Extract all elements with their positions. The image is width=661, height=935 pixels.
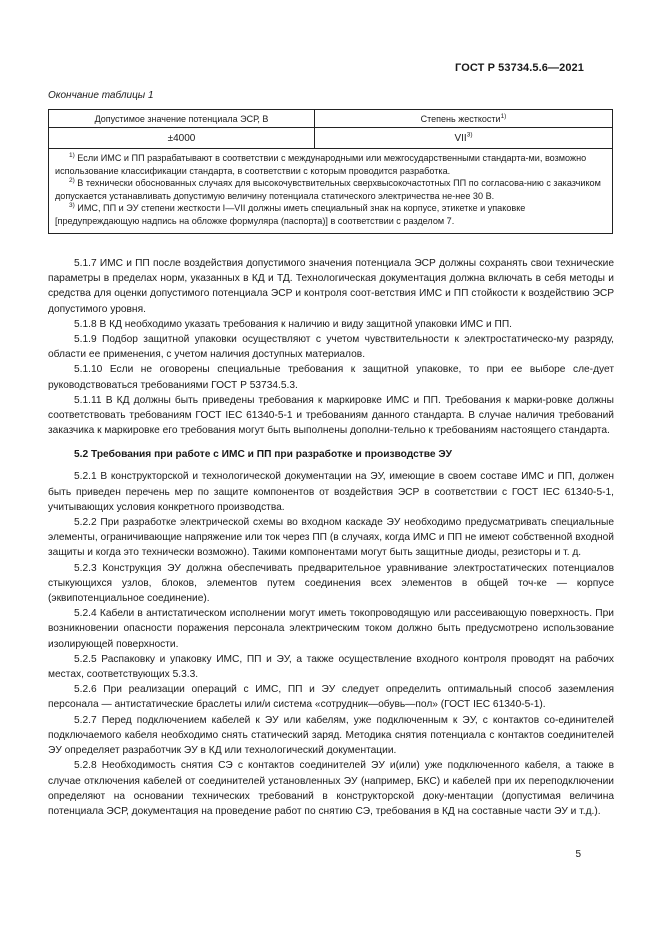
col-header-severity: Степень жесткости$^{1)}$ bbox=[315, 110, 613, 128]
standard-id: ГОСТ Р 53734.5.6—2021 bbox=[455, 62, 584, 74]
paragraph-5-1-11: 5.1.11 В КД должны быть приведены требования к маркировке ИМС и ПП. Требования к марки-ровке должны соответствовать требованиям ГОСТ IEC 61340-5-1 и требованиям данного стандарта. В случае наличия требований заказчика к маркировке его требования могут быть выполнены дополни-тельно к требованиям настоящего стандарта. bbox=[48, 394, 614, 437]
footnote-2: $^{2)}$ В технически обоснованных случаях для высокочувствительных сверхвысокочастотных ПП по согласова-нию с заказчиком допускается устанавливать допустимую величину потенциала статического электричества не-нее 30 В. bbox=[55, 177, 601, 201]
paragraph-5-1-10: 5.1.10 Если не оговорены специальные требования к защитной упаковке, то при ее выборе сле-дует руководствоваться требованиями ГОСТ Р 53734.5.3. bbox=[48, 364, 614, 391]
table-caption: Окончание таблицы 1 bbox=[48, 90, 154, 101]
paragraph-5-1-9: 5.1.9 Подбор защитной упаковки осуществляют с учетом чувствительности к электростатическо-му разряду, области ее применения, с учетом наличия доступных материалов. bbox=[48, 334, 614, 361]
footnote-1: $^{1)}$ Если ИМС и ПП разрабатывают в соответствии с международными или межгосударственными стандарта-ми, возможно использование классификации стандарта, в соответствии с которым проводится разработка. bbox=[55, 151, 587, 176]
document-body bbox=[48, 256, 614, 819]
paragraph-5-2-7: 5.2.7 Перед подключением кабелей к ЭУ или кабелям, уже подключенным к ЭУ, с контактов со-единителей подключаемого кабеля необходимо снять статический заряд. Методика снятия потенциала с контактов соединителей ЭУ определяет разработчик ЭУ в КД или технологический документации. bbox=[48, 714, 614, 757]
table-row bbox=[49, 128, 612, 149]
paragraph-5-1-7: 5.1.7 ИМС и ПП после воздействия допустимого значения потенциала ЭСР должны сохранять свои технические параметры в пределах норм, указанных в КД и ТД. Технологическая документация должна включать в себя методы и средства для оценки допустимого потенциала ЭСР и контроля соот-ветствия ИМС и ПП стойкости к воздействию ЭСР допустимого уровня. bbox=[48, 258, 614, 315]
table-1-end bbox=[48, 109, 613, 234]
table-header-row bbox=[49, 110, 612, 128]
paragraph-5-1-8: 5.1.8 В КД необходимо указать требования к наличию и виду защитной упаковки ИМС и ПП. bbox=[74, 318, 513, 330]
section-heading-5-2: 5.2 Требования при работе с ИМС и ПП при разработке и производстве ЭУ bbox=[74, 449, 452, 461]
paragraph-5-2-6: 5.2.6 При реализации операций с ИМС, ПП и ЭУ следует определить оптимальный способ заземления персонала — антистатические браслеты или/и система «сотрудник—обувь—пол» (ГОСТ IEC 61340-5-1). bbox=[48, 684, 614, 711]
page-number: 5 bbox=[575, 849, 581, 860]
paragraph-5-2-5: 5.2.5 Распаковку и упаковку ИМС, ПП и ЭУ, а также осуществление входного контроля проводят на рабочих местах, соответствующих 5.3.3. bbox=[48, 653, 614, 681]
col-header-esd-potential: Допустимое значение потенциала ЭСР, В bbox=[49, 110, 315, 128]
paragraph-5-2-8: 5.2.8 Необходимость снятия СЭ с контактов соединителей ЭУ и(или) уже подключенного кабеля, а также в случае отключения кабелей от соединителей установленных ЭУ (например, БКС) и кабелей при их переподключении определяют на основании технических требований в конструкторской доку-ментации (допустимая величина потенциала ЭСР, документация на проведение работ по снятию СЭ, требования в КД на составные части ЭУ и т.д.). bbox=[48, 760, 614, 817]
footnote-3: $^{3)}$ ИМС, ПП и ЭУ степени жесткости I—VII должны иметь специальный знак на корпусе, этикетке и упаковке [предупреждающую надпись на обложке формуляра (паспорта)] в соответствии с разделом 7. bbox=[55, 202, 526, 226]
paragraph-5-2-4: 5.2.4 Кабели в антистатическом исполнении могут иметь токопроводящую или рассеивающую поверхность. При возникновении опасности поражения персонала электрическим током должно быть предусмотрено использование изолирующей поверхности. bbox=[48, 608, 614, 650]
paragraph-5-2-2: 5.2.2 При разработке электрической схемы во входном каскаде ЭУ необходимо предусматривать специальные элементы, ограничивающие напряжение или ток через ПП (в случаях, когда ИМС и ПП не имеют собственной входной защиты и когда это технически возможно). Такими компонентами могут быть защитные диоды, резисторы и т. д. bbox=[48, 517, 614, 559]
table-footnotes bbox=[49, 149, 612, 233]
paragraph-5-2-1: 5.2.1 В конструкторской и технологической документации на ЭУ, имеющие в своем составе ИМС и ПП, должен быть приведен перечень мер по защите компонентов от воздействия ЭСР в соответствии с ГОСТ IEC 61340-5-1, учитывающих условия конкретного производства. bbox=[48, 471, 614, 513]
cell-potential-value: ±4000 bbox=[49, 128, 315, 149]
paragraph-5-2-3: 5.2.3 Конструкция ЭУ должна обеспечивать предварительное уравнивание электростатических потенциалов стыкующихся узлов, блоков, элементов путем соединения всех элементов в общей точ-ке — корпусе (эквипотенциальное соединение). bbox=[48, 562, 614, 605]
cell-severity-value: VII$^{3)}$ bbox=[315, 128, 613, 149]
